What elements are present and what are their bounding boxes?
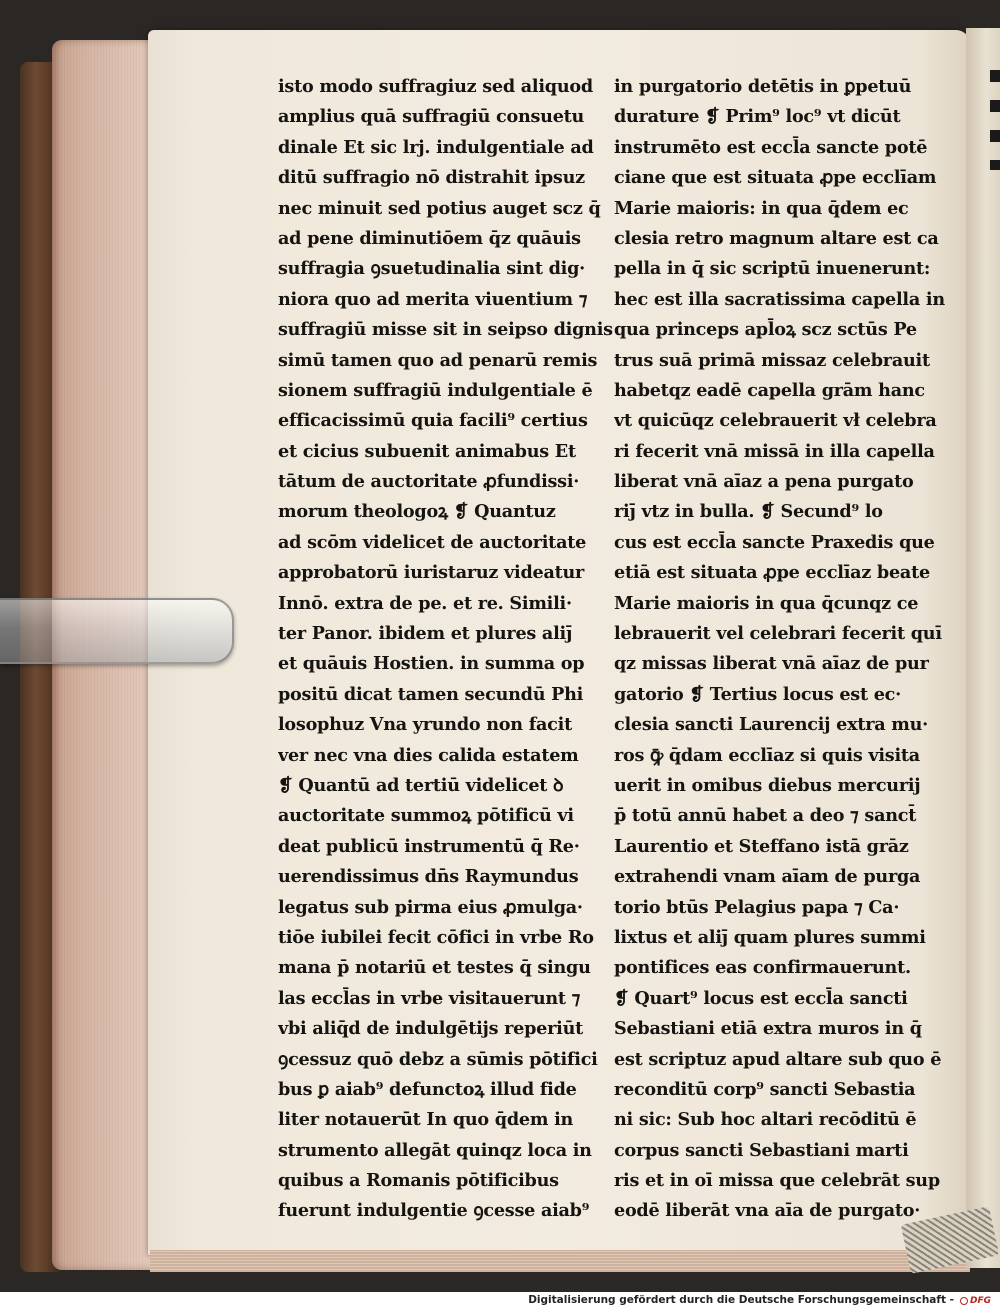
text-line: ter Panor. ibidem et plures aliȷ̄ (278, 623, 573, 645)
text-line: cus est eccl̄a sancte Praxedis que (614, 531, 935, 553)
right-text-column (614, 72, 945, 1227)
text-line: bus ꝑ aiab⁹ defunctoꝝ illud fide (278, 1078, 577, 1100)
text-line: vbi aliq̄d de indulgētijs reperiūt (278, 1018, 583, 1040)
text-line: Marie maioris: in qua q̄dem ec (614, 197, 909, 219)
text-line: suffragiū misse sit in seipso dignis (278, 319, 613, 341)
text-line: ad pene diminutiōem q̄z quāuis (278, 227, 581, 249)
text-line: durature ❡ Prim⁹ loc⁹ vt dicūt (614, 106, 901, 128)
text-line: sionem suffragiū indulgentiale ē (278, 379, 593, 401)
text-line: reconditū corp⁹ sancti Sebastia (614, 1078, 916, 1100)
text-line: trus suā primā missaz celebrauit (614, 349, 930, 371)
text-line: efficacissimū quia facili⁹ certius (278, 410, 588, 432)
text-line: quibus a Romanis pōtificibus (278, 1170, 559, 1192)
text-line: hec est illa sacratissima capella in (614, 288, 945, 310)
text-line: qua princeps apl̄oꝝ scz sctūs Pe (614, 319, 917, 341)
text-line: amplius quā suffragiū consuetu (278, 106, 585, 128)
text-line: losophuz Vna yrundo non facit (278, 714, 572, 736)
text-line: tātum de auctoritate ꝓfundissi· (278, 471, 580, 493)
text-line: torio btūs Pelagius papa ⁊ Ca· (614, 896, 900, 918)
text-line: uerit in omibus diebus mercurij (614, 774, 921, 796)
text-line: ❡ Quantū ad tertiū videlicet ꝺ (278, 774, 564, 796)
text-line: niora quo ad merita viuentium ⁊ (278, 288, 588, 310)
text-line: corpus sancti Sebastiani marti (614, 1139, 909, 1161)
text-line: extrahendi vnam aīam de purga (614, 866, 921, 888)
text-line: liberat vnā aīaz a pena purgato (614, 471, 914, 493)
dfg-logo: DFG (960, 1295, 994, 1307)
text-line: ros ꝙ̄ q̄dam ecclīaz si quis visita (614, 744, 920, 766)
text-line: auctoritate summoꝝ pōtificū vi (278, 805, 574, 827)
text-line: eodē liberāt vna aīa de purgato· (614, 1200, 921, 1222)
text-line: ꝯcessuz quō debz a sūmis pōtifici (278, 1048, 598, 1070)
funding-credit: Digitalisierung gefördert durch die Deutsche Forschungsgemeinschaft - (528, 1294, 954, 1306)
text-line: ad scōm videlicet de auctoritate (278, 531, 587, 553)
text-line: isto modo suffragiuz sed aliquod (278, 76, 593, 97)
text-line: p̄ totū annū habet a deo ⁊ sanct̄ (614, 805, 917, 827)
text-line: nec minuit sed potius auget scz q̄ (278, 197, 601, 219)
footer-bar (0, 1292, 1000, 1311)
text-line: Marie maioris in qua q̄cunqz ce (614, 592, 919, 614)
text-line: Sebastiani etiā extra muros in q̄ (614, 1018, 922, 1040)
text-line: etiā est situata ꝓpe ecclīaz beate (614, 562, 930, 584)
text-line: simū tamen quo ad penarū remis (278, 349, 598, 371)
text-line: dinale Et sic lrj. indulgentiale ad (278, 136, 594, 158)
text-line: fuerunt indulgentie ꝯcesse aiab⁹ (278, 1200, 590, 1222)
facing-page (966, 28, 1000, 1268)
text-line: deat publicū instrumentū q̄ Re· (278, 835, 580, 857)
text-line: ditū suffragio nō distrahit ipsuz (278, 167, 585, 189)
left-text-column (278, 72, 613, 1227)
text-line: qz missas liberat vnā aīaz de pur (614, 653, 929, 675)
text-line: lixtus et aliȷ̄ quam plures summi (614, 926, 926, 948)
text-line: legatus sub pirma eius ꝓmulga· (278, 896, 583, 918)
text-line: lebrauerit vel celebrari fecerit quī (614, 623, 942, 645)
text-line: riȷ̄ vtz in bulla. ❡ Secund⁹ lo (614, 501, 883, 523)
text-line: Innō. extra de pe. et re. Simili· (278, 592, 572, 614)
text-line: liter notauerūt In quo q̄dem in (278, 1109, 574, 1131)
text-line: et cicius subuenit animabus Et (278, 440, 576, 462)
text-line: est scriptuz apud altare sub quo ē (614, 1048, 942, 1070)
text-line: strumento allegāt quinqz loca in (278, 1139, 592, 1161)
text-line: las eccl̄as in vrbe visitauerunt ⁊ (278, 987, 581, 1009)
text-line: mana p̄ notariū et testes q̄ singu (278, 957, 591, 979)
facing-page-text-fragment (990, 70, 1000, 170)
text-line: uerendissimus dn̄s Raymundus (278, 866, 579, 888)
text-line: ni sic: Sub hoc altari recōditū ē (614, 1109, 917, 1131)
text-line: ver nec vna dies calida estatem (278, 744, 579, 766)
text-line: in purgatorio detētis in ꝑpetuū (614, 76, 912, 97)
text-line: ciane que est situata ꝓpe ecclīam (614, 167, 937, 189)
page-bottom-edge (150, 1250, 970, 1272)
text-line: ris et in oī missa que celebrāt sup (614, 1170, 940, 1192)
text-line: instrumēto est eccl̄a sancte potē (614, 136, 928, 158)
text-line: approbatorū iuristaruz videatur (278, 562, 585, 584)
text-line: Laurentio et Steffano istā grāz (614, 835, 909, 857)
text-line: positū dicat tamen secundū Phi (278, 683, 584, 705)
text-line: vt quicūqz celebrauerit vł celebra (614, 410, 937, 432)
text-line: morum theologoꝝ ❡ Quantuz (278, 501, 556, 523)
text-line: et quāuis Hostien. in summa op (278, 653, 585, 675)
text-line: gatorio ❡ Tertius locus est ec· (614, 683, 901, 705)
text-line: habetqz eadē capella grām hanc (614, 379, 925, 401)
text-line: ri fecerit vnā missā in illa capella (614, 440, 935, 462)
text-line: ❡ Quart⁹ locus est eccl̄a sancti (614, 987, 908, 1009)
text-line: clesia sancti Laurencij extra mu· (614, 714, 929, 736)
text-line: pella in q̄ sic scriptū inuenerunt: (614, 258, 931, 280)
text-line: pontifices eas confirmauerunt. (614, 957, 911, 979)
page-holder-clip (0, 598, 234, 664)
text-line: clesia retro magnum altare est ca (614, 227, 939, 249)
text-line: suffragia ꝯsuetudinalia sint dig· (278, 258, 586, 280)
text-line: tiōe iubilei fecit cōfici in vrbe Ro (278, 926, 594, 948)
